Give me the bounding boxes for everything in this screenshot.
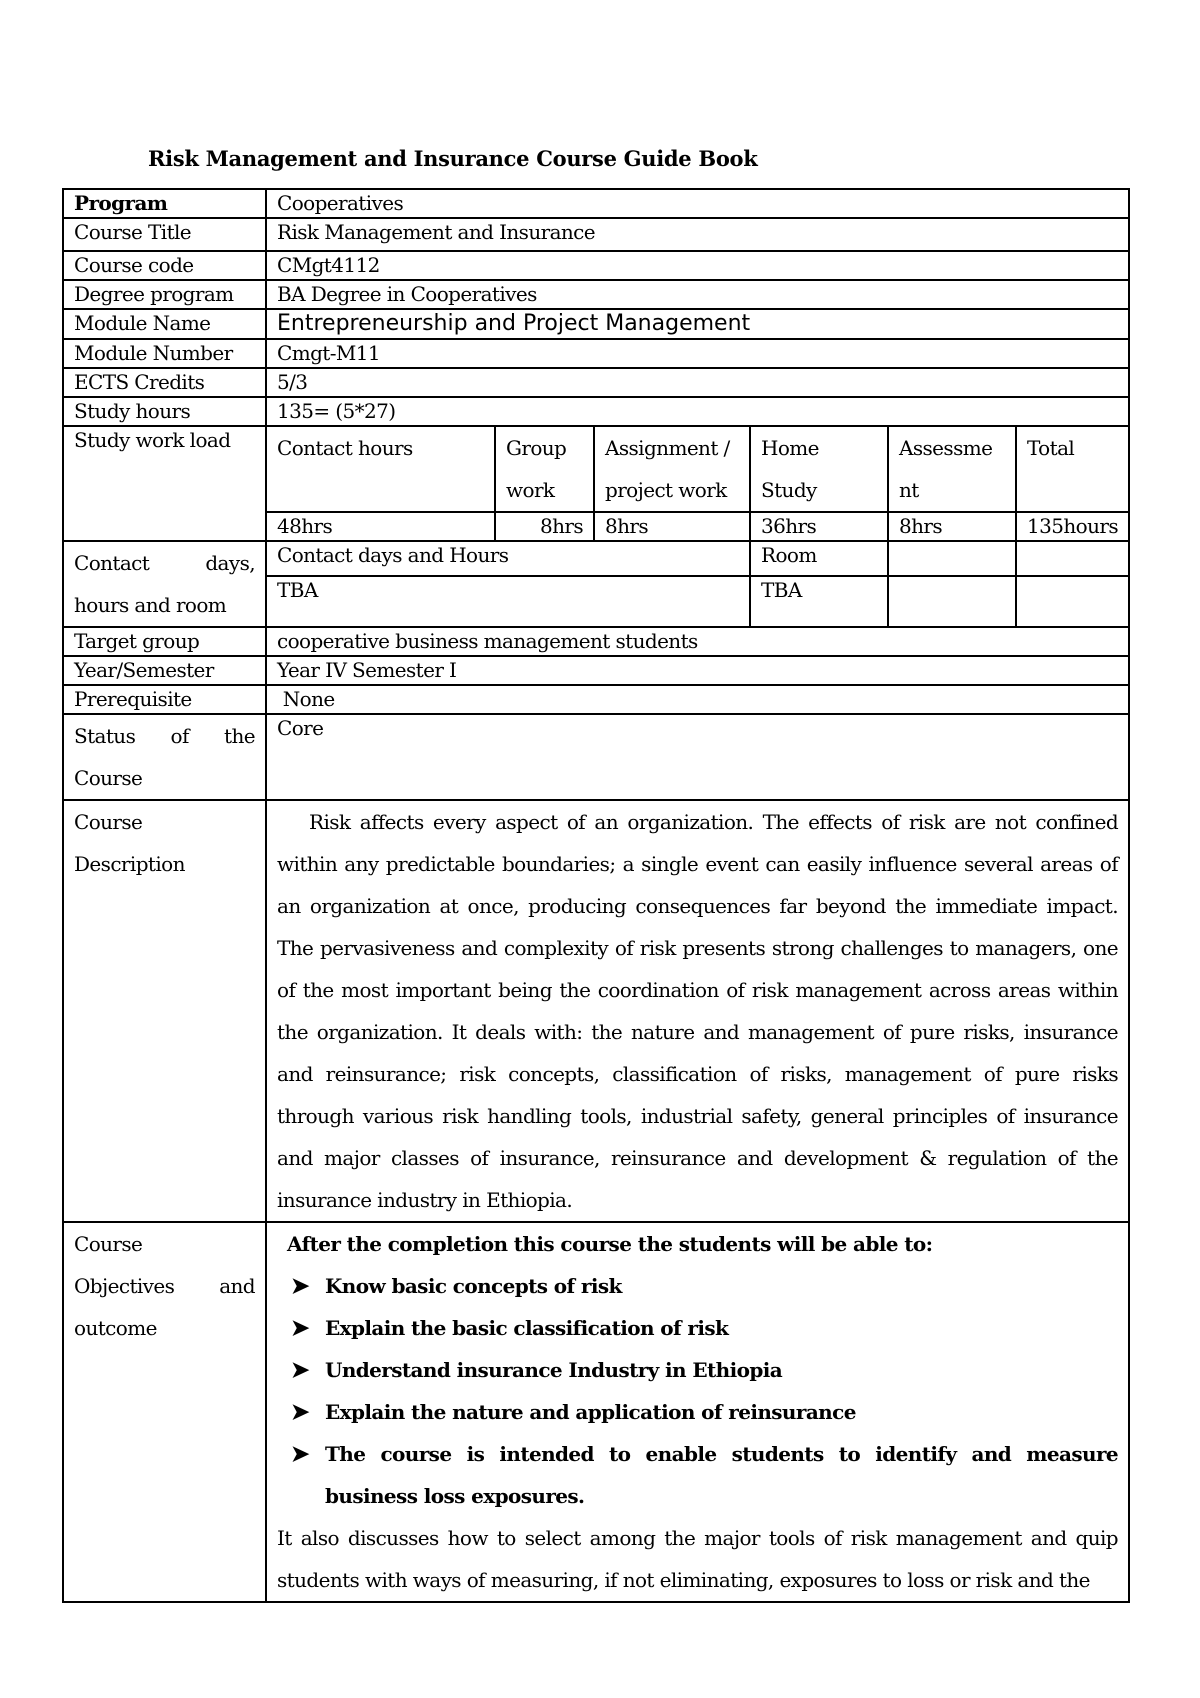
group-header-line2: work bbox=[506, 478, 555, 502]
assessment-header-line2: nt bbox=[899, 478, 919, 502]
course-title-value: Risk Management and Insurance bbox=[266, 218, 1129, 251]
status-label-line2: Course bbox=[74, 766, 143, 790]
contact-empty-2 bbox=[1016, 541, 1129, 576]
objective-text: Know basic concepts of risk bbox=[325, 1274, 622, 1298]
study-hours-label: Study hours bbox=[63, 397, 266, 426]
row-program bbox=[63, 189, 1129, 218]
status-label-word2: of bbox=[170, 724, 189, 748]
ects-value: 5/3 bbox=[266, 368, 1129, 397]
objectives-intro: After the completion this course the students will be able to: bbox=[287, 1232, 933, 1256]
module-number-value: Cmgt-M11 bbox=[266, 339, 1129, 368]
total-header: Total bbox=[1027, 436, 1075, 460]
contact-label-word1: Contact bbox=[74, 551, 150, 575]
description-label bbox=[63, 800, 266, 1222]
row-ects bbox=[63, 368, 1129, 397]
contact-label-word2: days, bbox=[205, 551, 255, 575]
module-name-value: Entrepreneurship and Project Management bbox=[266, 309, 1129, 339]
workload-header-home bbox=[750, 426, 888, 512]
prerequisite-value bbox=[266, 685, 1129, 714]
module-number-label: Module Number bbox=[63, 339, 266, 368]
arrow-bullet-icon: ➤ bbox=[291, 1357, 309, 1383]
workload-value-home: 36hrs bbox=[750, 512, 888, 541]
assignment-header-line2: project work bbox=[605, 478, 727, 502]
home-header-line1: Home bbox=[761, 436, 819, 460]
course-code-label: Course code bbox=[63, 251, 266, 280]
workload-header-assessment bbox=[888, 426, 1016, 512]
row-prerequisite bbox=[63, 685, 1129, 714]
assessment-header-line1: Assessme bbox=[899, 436, 993, 460]
prerequisite-label: Prerequisite bbox=[63, 685, 266, 714]
description-text: Risk affects every aspect of an organization. The effects of risk are not confined within any predictable boundaries; a single event can easily influence several areas of an organization at once, producing consequences far beyond the immediate impact. The pervasiveness and complexity of risk presents strong challenges to managers, one of the most important being the coordination of risk management across areas within the organization. It deals with: the nature and management of pure risks, insurance and reinsurance; risk concepts, classification of risks, management of pure risks through various risk handling tools, industrial safety, general principles of insurance and major classes of insurance, reinsurance and development & regulation of the insurance industry in Ethiopia. bbox=[266, 800, 1129, 1222]
row-workload-headers bbox=[63, 426, 1129, 512]
contact-label bbox=[63, 541, 266, 627]
workload-header-contact bbox=[266, 426, 495, 512]
contact-hours-header: Contact hours bbox=[277, 436, 413, 460]
target-group-value: cooperative business management students bbox=[266, 627, 1129, 656]
list-item bbox=[277, 1349, 1118, 1391]
program-value: Cooperatives bbox=[266, 189, 1129, 218]
row-module-number bbox=[63, 339, 1129, 368]
objectives-label-word1: Objectives bbox=[74, 1274, 175, 1298]
row-description bbox=[63, 800, 1129, 1222]
prerequisite-text: None bbox=[282, 687, 335, 711]
objectives-label-line3: outcome bbox=[74, 1316, 157, 1340]
course-title-label: Course Title bbox=[63, 218, 266, 251]
contact-days-value: TBA bbox=[266, 576, 750, 627]
program-label: Program bbox=[63, 189, 266, 218]
objective-text: Understand insurance Industry in Ethiopia bbox=[325, 1358, 783, 1382]
arrow-bullet-icon: ➤ bbox=[291, 1273, 309, 1299]
objectives-closing: It also discusses how to select among the major tools of risk management and quip students with ways of measuring, if not eliminating, exposures to loss or risk and the bbox=[277, 1526, 1119, 1592]
arrow-bullet-icon: ➤ bbox=[291, 1399, 309, 1425]
target-group-label: Target group bbox=[63, 627, 266, 656]
list-item bbox=[277, 1391, 1118, 1433]
workload-value-group: 8hrs bbox=[495, 512, 594, 541]
workload-value-assessment: 8hrs bbox=[888, 512, 1016, 541]
objectives-list bbox=[277, 1265, 1118, 1517]
row-objectives bbox=[63, 1222, 1129, 1602]
room-value: TBA bbox=[750, 576, 888, 627]
objective-text: The course is intended to enable students to identify and measure business loss exposures. bbox=[325, 1442, 1119, 1508]
module-name-label: Module Name bbox=[63, 309, 266, 339]
workload-header-group bbox=[495, 426, 594, 512]
description-label-line2: Description bbox=[74, 852, 185, 876]
objective-text: Explain the nature and application of reinsurance bbox=[325, 1400, 856, 1424]
objectives-label-word2: and bbox=[219, 1274, 255, 1298]
status-value: Core bbox=[266, 714, 1129, 800]
degree-program-value: BA Degree in Cooperatives bbox=[266, 280, 1129, 309]
status-label-word1: Status bbox=[74, 724, 136, 748]
workload-header-assignment bbox=[594, 426, 750, 512]
row-course-code bbox=[63, 251, 1129, 280]
status-label bbox=[63, 714, 266, 800]
workload-value-contact: 48hrs bbox=[266, 512, 495, 541]
contact-empty-3 bbox=[888, 576, 1016, 627]
list-item bbox=[277, 1307, 1118, 1349]
workload-label: Study work load bbox=[63, 426, 266, 541]
study-hours-value: 135= (5*27) bbox=[266, 397, 1129, 426]
arrow-bullet-icon: ➤ bbox=[291, 1315, 309, 1341]
assignment-header-line1: Assignment / bbox=[605, 436, 730, 460]
row-study-hours bbox=[63, 397, 1129, 426]
arrow-bullet-icon: ➤ bbox=[291, 1441, 309, 1467]
contact-empty-4 bbox=[1016, 576, 1129, 627]
row-status bbox=[63, 714, 1129, 800]
list-item bbox=[277, 1433, 1118, 1517]
row-contact-headers bbox=[63, 541, 1129, 576]
objectives-content bbox=[266, 1222, 1129, 1602]
objective-text: Explain the basic classification of risk bbox=[325, 1316, 729, 1340]
contact-empty-1 bbox=[888, 541, 1016, 576]
workload-value-total: 135hours bbox=[1016, 512, 1129, 541]
year-semester-label: Year/Semester bbox=[63, 656, 266, 685]
objectives-label-line1: Course bbox=[74, 1232, 143, 1256]
description-label-line1: Course bbox=[74, 810, 143, 834]
contact-label-line2: hours and room bbox=[74, 593, 227, 617]
workload-value-assignment: 8hrs bbox=[594, 512, 750, 541]
status-label-word3: the bbox=[224, 724, 255, 748]
ects-label: ECTS Credits bbox=[63, 368, 266, 397]
list-item bbox=[277, 1265, 1118, 1307]
home-header-line2: Study bbox=[761, 478, 817, 502]
row-module-name bbox=[63, 309, 1129, 339]
degree-program-label: Degree program bbox=[63, 280, 266, 309]
room-header: Room bbox=[750, 541, 888, 576]
row-year-semester bbox=[63, 656, 1129, 685]
course-code-value: CMgt4112 bbox=[266, 251, 1129, 280]
row-course-title bbox=[63, 218, 1129, 251]
row-target-group bbox=[63, 627, 1129, 656]
contact-days-header: Contact days and Hours bbox=[266, 541, 750, 576]
workload-header-total bbox=[1016, 426, 1129, 512]
course-guide-table bbox=[62, 188, 1130, 1603]
objectives-label bbox=[63, 1222, 266, 1602]
group-header-line1: Group bbox=[506, 436, 567, 460]
year-semester-value: Year IV Semester I bbox=[266, 656, 1129, 685]
document-title: Risk Management and Insurance Course Guide Book bbox=[148, 146, 758, 171]
row-degree-program bbox=[63, 280, 1129, 309]
